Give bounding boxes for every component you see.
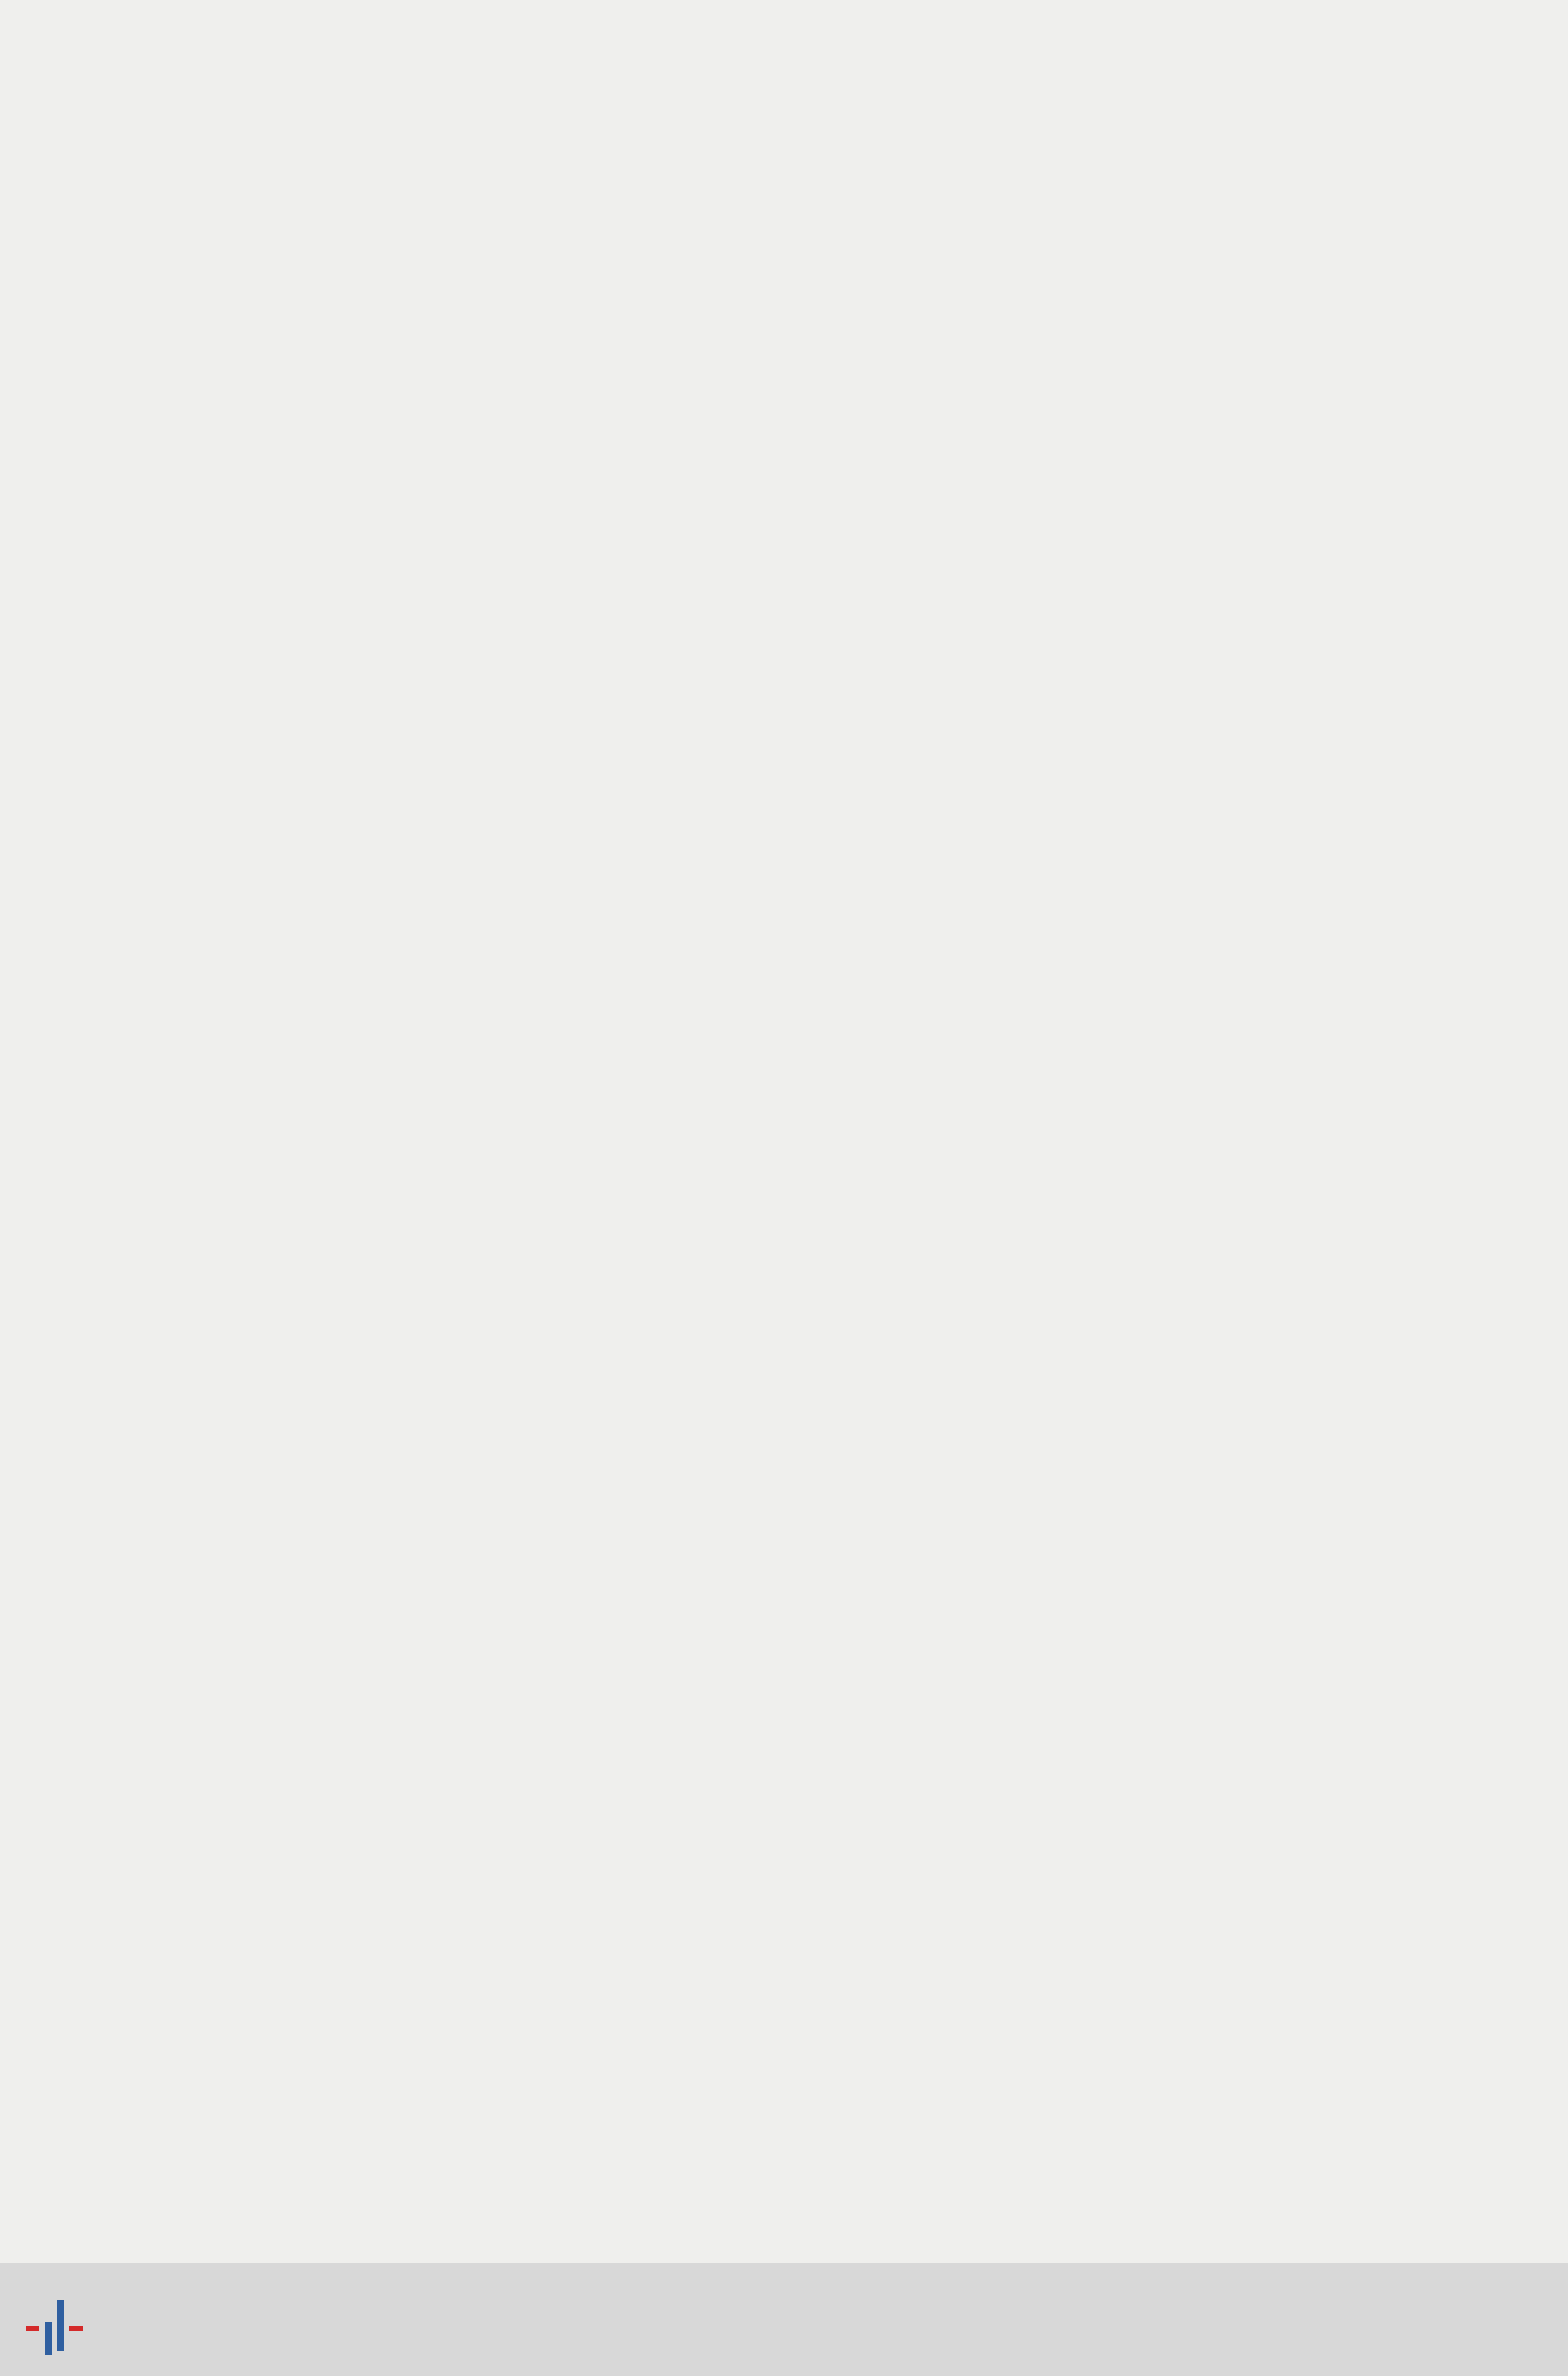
footer-bar [0,2263,1568,2376]
library-logo-icon [18,2292,96,2361]
